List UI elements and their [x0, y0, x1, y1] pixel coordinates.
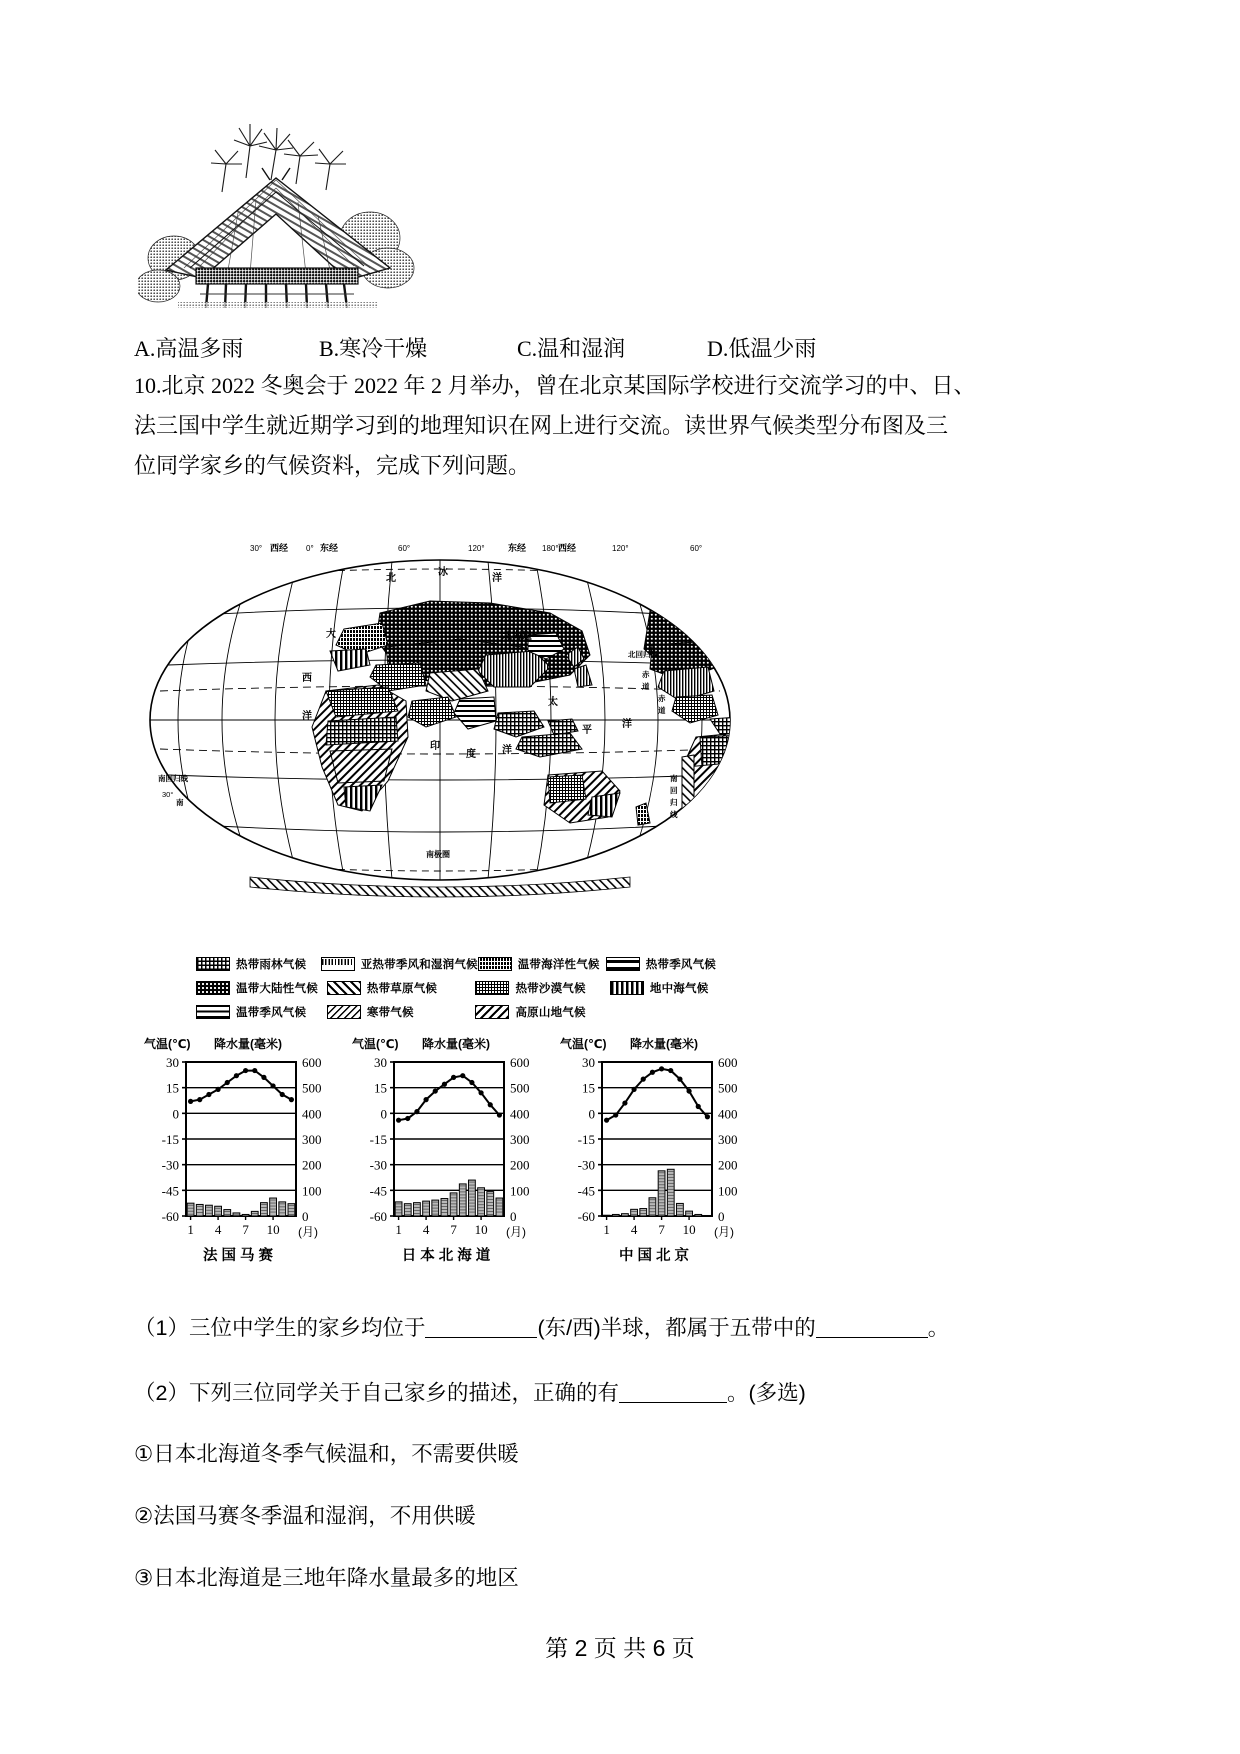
subq2-text-a: （2）下列三位同学关于自己家乡的描述，正确的有 — [134, 1381, 619, 1405]
svg-text:西经: 西经 — [270, 543, 289, 553]
svg-text:赤: 赤 — [658, 694, 666, 703]
svg-text:120°: 120° — [612, 544, 629, 553]
svg-text:100: 100 — [718, 1183, 738, 1199]
legend-label: 地中海气候 — [649, 983, 709, 995]
svg-text:气温(℃): 气温(℃) — [144, 1037, 191, 1051]
statement-text: ③日本北海道是三地年降水量最多的地区 — [134, 1566, 519, 1590]
legend-swatch-highland — [475, 1005, 509, 1019]
svg-text:400: 400 — [510, 1106, 530, 1122]
legend-row — [196, 952, 716, 976]
svg-text:120°: 120° — [468, 544, 485, 553]
statement-2 — [134, 1506, 1094, 1528]
svg-text:-60: -60 — [161, 1209, 179, 1224]
svg-text:200: 200 — [718, 1157, 738, 1173]
svg-text:60°: 60° — [690, 544, 703, 553]
svg-text:降水量(毫米): 降水量(毫米) — [422, 1037, 490, 1051]
svg-text:1: 1 — [187, 1222, 194, 1237]
legend-item — [478, 956, 606, 972]
svg-text:4: 4 — [214, 1222, 222, 1237]
subq2-text-b: 。(多选) — [726, 1381, 806, 1405]
svg-text:印: 印 — [430, 741, 440, 752]
legend-label: 寒带气候 — [366, 1007, 414, 1019]
answer-blank-3[interactable] — [619, 1402, 727, 1403]
svg-text:1: 1 — [395, 1222, 402, 1237]
chart-title: 日本北海道 — [401, 1248, 495, 1264]
svg-text:南: 南 — [176, 798, 184, 807]
legend-item — [606, 956, 716, 972]
svg-text:0°: 0° — [306, 544, 314, 553]
svg-text:东经: 东经 — [320, 543, 339, 553]
svg-text:南极圈: 南极圈 — [426, 850, 450, 859]
svg-text:0: 0 — [510, 1209, 517, 1224]
legend-item — [196, 956, 321, 972]
legend-item — [327, 980, 476, 996]
legend-label: 温带大陆性气候 — [236, 983, 318, 995]
svg-text:10: 10 — [474, 1222, 488, 1237]
climate-charts — [140, 1032, 760, 1272]
svg-text:15: 15 — [582, 1080, 595, 1096]
svg-text:4: 4 — [630, 1222, 638, 1237]
answer-blank-2[interactable] — [816, 1337, 928, 1338]
choice-row — [134, 332, 1094, 363]
svg-text:300: 300 — [718, 1132, 738, 1147]
svg-text:-15: -15 — [161, 1132, 179, 1147]
svg-text:-15: -15 — [577, 1132, 595, 1147]
legend-item — [475, 980, 609, 996]
stem-line-2: 法三国中学生就近期学习到的地理知识在网上进行交流。读世界气候类型分布图及三 — [134, 413, 949, 439]
legend-label: 热带沙漠气候 — [515, 983, 586, 995]
svg-text:赤: 赤 — [642, 670, 650, 679]
svg-text:30°: 30° — [162, 790, 174, 799]
legend-label: 热带季风气候 — [645, 959, 716, 971]
svg-text:洋: 洋 — [502, 745, 512, 756]
svg-text:15: 15 — [374, 1080, 387, 1096]
subquestion-1 — [134, 1318, 1094, 1340]
svg-text:-45: -45 — [577, 1183, 595, 1199]
page-footer: 第 2 页 共 6 页 — [545, 1635, 695, 1661]
svg-text:0: 0 — [302, 1209, 309, 1224]
svg-text:300: 300 — [302, 1132, 322, 1147]
svg-text:回: 回 — [670, 786, 678, 795]
choice-d[interactable]: D.低温少雨 — [707, 336, 817, 361]
svg-text:北: 北 — [386, 573, 396, 584]
statement-text: ①日本北海道冬季气候温和，不需要供暖 — [134, 1442, 519, 1466]
legend-swatch-temperate-maritime — [478, 957, 512, 971]
svg-text:7: 7 — [450, 1222, 457, 1237]
climate-chart-hokkaido — [348, 1032, 548, 1272]
legend-label: 热带草原气候 — [366, 983, 438, 995]
svg-text:-30: -30 — [577, 1157, 595, 1173]
svg-text:30°: 30° — [250, 544, 263, 553]
svg-text:400: 400 — [718, 1106, 738, 1122]
svg-text:(月): (月) — [298, 1225, 318, 1239]
svg-text:南回归线: 南回归线 — [158, 774, 188, 783]
svg-text:15: 15 — [166, 1080, 179, 1096]
legend-swatch-tropical-desert — [475, 981, 509, 995]
svg-text:100: 100 — [510, 1183, 530, 1199]
svg-text:200: 200 — [302, 1157, 322, 1173]
statement-text: ②法国马赛冬季温和湿润，不用供暖 — [134, 1504, 476, 1528]
svg-text:度: 度 — [466, 749, 476, 760]
svg-text:600: 600 — [510, 1055, 530, 1070]
svg-text:500: 500 — [718, 1080, 738, 1096]
svg-text:归: 归 — [670, 798, 678, 807]
legend-swatch-subtropical-monsoon — [321, 957, 355, 971]
legend-swatch-tropical-rainforest — [196, 957, 230, 971]
legend-item — [475, 1004, 609, 1020]
svg-text:东经: 东经 — [508, 543, 527, 553]
legend-swatch-mediterranean — [610, 981, 644, 995]
svg-text:4: 4 — [422, 1222, 430, 1237]
svg-text:道: 道 — [658, 706, 666, 715]
svg-text:气温(℃): 气温(℃) — [352, 1037, 399, 1051]
climate-chart-marseille — [140, 1032, 340, 1272]
svg-text:0: 0 — [588, 1106, 595, 1122]
svg-text:-45: -45 — [161, 1183, 179, 1199]
svg-text:降水量(毫米): 降水量(毫米) — [214, 1037, 282, 1051]
svg-text:气温(℃): 气温(℃) — [560, 1037, 607, 1051]
question-10-stem — [134, 374, 1084, 494]
svg-text:-45: -45 — [369, 1183, 387, 1199]
choice-b[interactable]: B.寒冷干燥 — [319, 336, 428, 361]
svg-text:北海道: 北海道 — [502, 631, 532, 642]
legend-swatch-temperate-monsoon — [196, 1005, 230, 1019]
svg-text:400: 400 — [302, 1106, 322, 1122]
legend-item — [196, 980, 327, 996]
svg-text:500: 500 — [510, 1080, 530, 1096]
svg-text:大: 大 — [326, 629, 336, 640]
svg-text:-15: -15 — [369, 1132, 387, 1147]
subq1-text-a: （1）三位中学生的家乡均位于 — [134, 1316, 426, 1340]
svg-text:道: 道 — [642, 682, 650, 691]
svg-text:30: 30 — [582, 1055, 595, 1070]
legend-swatch-temperate-continental — [196, 981, 230, 995]
svg-text:30: 30 — [166, 1055, 179, 1070]
svg-text:7: 7 — [242, 1222, 249, 1237]
legend-row — [196, 976, 716, 1000]
map-legend — [196, 952, 716, 1024]
world-climate-map — [130, 505, 750, 935]
legend-item — [196, 1004, 327, 1020]
legend-item — [321, 956, 478, 972]
svg-text:西: 西 — [302, 673, 312, 684]
svg-text:-30: -30 — [369, 1157, 387, 1173]
choice-c[interactable]: C.温和湿润 — [517, 336, 626, 361]
subq1-text-b: (东/西)半球，都属于五带中的 — [537, 1316, 816, 1340]
svg-text:冰: 冰 — [438, 567, 448, 578]
subq1-text-c: 。 — [927, 1316, 950, 1340]
svg-text:-60: -60 — [369, 1209, 387, 1224]
statement-1 — [134, 1444, 1094, 1466]
climate-chart-beijing — [556, 1032, 756, 1272]
svg-text:(月): (月) — [506, 1225, 526, 1239]
svg-text:洋: 洋 — [622, 719, 632, 730]
chart-title: 法国马赛 — [203, 1248, 277, 1264]
svg-text:北回归线: 北回归线 — [628, 650, 658, 659]
legend-label: 温带季风气候 — [236, 1007, 307, 1019]
svg-text:10: 10 — [266, 1222, 280, 1237]
subquestion-2 — [134, 1383, 1094, 1405]
svg-text:-30: -30 — [161, 1157, 179, 1173]
legend-label: 热带雨林气候 — [236, 959, 307, 971]
legend-row — [196, 1000, 716, 1024]
svg-text:200: 200 — [510, 1157, 530, 1173]
svg-text:(月): (月) — [714, 1225, 734, 1239]
svg-text:降水量(毫米): 降水量(毫米) — [630, 1037, 698, 1051]
stilt-house-photo — [138, 118, 416, 308]
svg-text:西经: 西经 — [558, 543, 577, 553]
svg-text:7: 7 — [658, 1222, 665, 1237]
svg-text:线: 线 — [670, 810, 678, 819]
legend-swatch-polar — [327, 1005, 361, 1019]
statement-3 — [134, 1568, 1094, 1590]
svg-text:300: 300 — [510, 1132, 530, 1147]
svg-text:0: 0 — [172, 1106, 179, 1122]
svg-text:180°: 180° — [542, 544, 559, 553]
chart-title: 中国北京 — [619, 1248, 693, 1264]
svg-text:南: 南 — [670, 774, 678, 783]
svg-text:太: 太 — [548, 697, 558, 708]
svg-text:600: 600 — [302, 1055, 322, 1070]
stem-line-3: 位同学家乡的气候资料，完成下列问题。 — [134, 453, 531, 479]
legend-item — [610, 980, 716, 996]
svg-text:600: 600 — [718, 1055, 738, 1070]
svg-text:1: 1 — [603, 1222, 610, 1237]
svg-text:0: 0 — [718, 1209, 725, 1224]
svg-text:60°: 60° — [398, 544, 411, 553]
svg-text:洋: 洋 — [302, 711, 312, 722]
answer-blank-1[interactable] — [425, 1337, 537, 1338]
svg-text:30: 30 — [374, 1055, 387, 1070]
legend-label: 亚热带季风和湿润气候 — [360, 959, 478, 971]
svg-text:0: 0 — [380, 1106, 387, 1122]
legend-item — [327, 1004, 476, 1020]
legend-swatch-tropical-monsoon — [606, 957, 640, 971]
svg-text:平: 平 — [582, 725, 592, 736]
legend-label: 高原山地气候 — [515, 1007, 586, 1019]
svg-text:洋: 洋 — [492, 573, 502, 584]
svg-text:100: 100 — [302, 1183, 322, 1199]
svg-text:-60: -60 — [577, 1209, 595, 1224]
svg-text:500: 500 — [302, 1080, 322, 1096]
stem-line-1: 10.北京 2022 冬奥会于 2022 年 2 月举办，曾在北京某国际学校进行交流学习的中、日、 — [134, 373, 976, 398]
legend-label: 温带海洋性气候 — [517, 959, 600, 971]
choice-a[interactable]: A.高温多雨 — [134, 336, 244, 361]
legend-swatch-tropical-savanna — [327, 981, 361, 995]
svg-text:10: 10 — [682, 1222, 696, 1237]
